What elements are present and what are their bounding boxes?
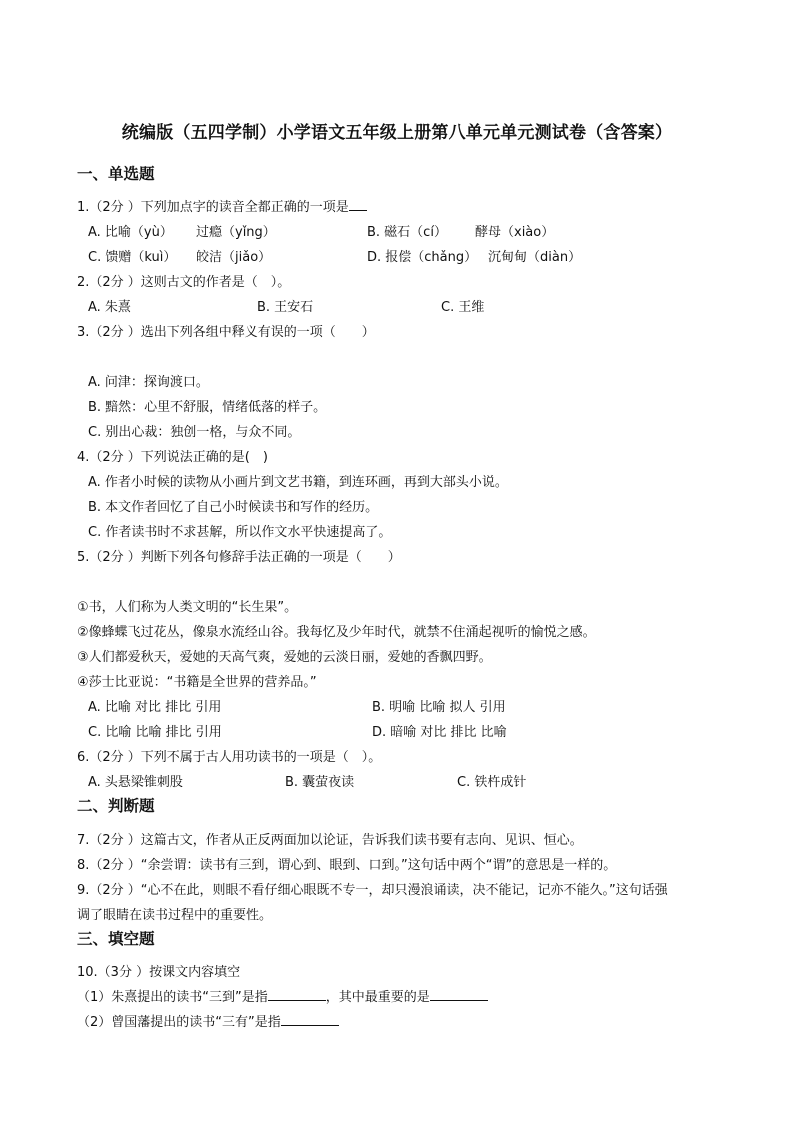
question-3-stem: 3.（2分 ）选出下列各组中释义有误的一项（ ） bbox=[77, 325, 375, 340]
q3-option-a[interactable]: A. 问津：探询渡口。 bbox=[88, 375, 209, 390]
q1-option-a-word2: 过瘾（yǐng） bbox=[196, 225, 276, 240]
q6-option-c[interactable]: C. 铁杵成针 bbox=[457, 775, 527, 790]
question-9-line-2: 调了眼睛在读书过程中的重要性。 bbox=[77, 908, 273, 923]
question-2-stem: 2.（2分 ）这则古文的作者是（ ）。 bbox=[77, 275, 291, 290]
question-9-line-1[interactable]: 9.（2分 ）“心不在此，则眼不看仔细心眼既不专一，却只漫浪诵读，决不能记，记亦不能久。”这句话强 bbox=[77, 883, 668, 898]
q6-option-b[interactable]: B. 囊萤夜读 bbox=[285, 775, 355, 790]
q10-part-1: （1）朱熹提出的读书“三到”是指 ，其中最重要的是 bbox=[77, 986, 488, 1005]
q1-option-a[interactable]: A. 比喻（yù） bbox=[88, 225, 173, 240]
q4-option-b[interactable]: B. 本文作者回忆了自己小时候读书和写作的经历。 bbox=[88, 500, 379, 515]
question-8[interactable]: 8.（2分 ）“余尝谓：读书有三到，谓心到、眼到、口到。”这句话中两个“谓”的意思是一样的。 bbox=[77, 858, 617, 873]
answer-blank[interactable] bbox=[349, 198, 367, 211]
answer-blank[interactable] bbox=[430, 988, 488, 1001]
q10-part-2: （2）曾国藩提出的读书“三有”是指 bbox=[77, 1011, 339, 1030]
q5-sentence-1: ①书，人们称为人类文明的“长生果”。 bbox=[77, 600, 298, 615]
q1-option-b[interactable]: B. 磁石（cí） bbox=[367, 225, 447, 240]
q1-option-c-word2: 皎洁（jiǎo） bbox=[196, 250, 272, 265]
q2-option-b[interactable]: B. 王安石 bbox=[257, 300, 314, 315]
question-4-stem: 4.（2分 ）下列说法正确的是( ) bbox=[77, 450, 268, 465]
q2-option-a[interactable]: A. 朱熹 bbox=[88, 300, 131, 315]
question-1-stem: 1.（2分 ）下列加点字的读音全都正确的一项是 bbox=[77, 196, 367, 215]
question-5-stem: 5.（2分 ）判断下列各句修辞手法正确的一项是（ ） bbox=[77, 550, 401, 565]
q1-option-d-word2: 沉甸甸（diàn） bbox=[488, 250, 582, 265]
question-10-stem: 10.（3分 ）按课文内容填空 bbox=[77, 965, 241, 980]
q5-option-d[interactable]: D. 暗喻 对比 排比 比喻 bbox=[372, 725, 507, 740]
q5-option-a[interactable]: A. 比喻 对比 排比 引用 bbox=[88, 700, 222, 715]
q1-option-d[interactable]: D. 报偿（chǎng） bbox=[367, 250, 478, 265]
q5-option-b[interactable]: B. 明喻 比喻 拟人 引用 bbox=[372, 700, 506, 715]
q5-sentence-3: ③人们都爱秋天，爱她的天高气爽，爱她的云淡日丽，爱她的香飘四野。 bbox=[77, 650, 492, 665]
q4-option-a[interactable]: A. 作者小时候的读物从小画片到文艺书籍，到连环画，再到大部头小说。 bbox=[88, 475, 508, 490]
answer-blank[interactable] bbox=[268, 988, 326, 1001]
q5-option-c[interactable]: C. 比喻 比喻 排比 引用 bbox=[88, 725, 222, 740]
q1-option-b-word2: 酵母（xiào） bbox=[475, 225, 555, 240]
q5-sentence-2: ②像蜂蝶飞过花丛，像泉水流经山谷。我每忆及少年时代，就禁不住涌起视听的愉悦之感。 bbox=[77, 625, 596, 640]
q2-option-c[interactable]: C. 王维 bbox=[441, 300, 485, 315]
q6-option-a[interactable]: A. 头悬梁锥刺股 bbox=[88, 775, 183, 790]
q3-option-c[interactable]: C. 别出心裁：独创一格，与众不同。 bbox=[88, 425, 301, 440]
answer-blank[interactable] bbox=[281, 1013, 339, 1026]
q1-option-c[interactable]: C. 馈赠（kuì） bbox=[88, 250, 177, 265]
question-7[interactable]: 7.（2分 ）这篇古文，作者从正反两面加以论证，告诉我们读书要有志向、见识、恒心。 bbox=[77, 833, 583, 848]
section-heading-single-choice: 一、单选题 bbox=[77, 165, 155, 183]
section-heading-true-false: 二、判断题 bbox=[77, 797, 155, 815]
q5-sentence-4: ④莎士比亚说：“书籍是全世界的营养品。” bbox=[77, 675, 317, 690]
q4-option-c[interactable]: C. 作者读书时不求甚解，所以作文水平快速提高了。 bbox=[88, 525, 392, 540]
section-heading-fill-blank: 三、填空题 bbox=[77, 930, 155, 948]
question-6-stem: 6.（2分 ）下列不属于古人用功读书的一项是（ ）。 bbox=[77, 750, 382, 765]
page-title: 统编版（五四学制）小学语文五年级上册第八单元单元测试卷（含答案） bbox=[121, 123, 673, 143]
q3-option-b[interactable]: B. 黯然：心里不舒服，情绪低落的样子。 bbox=[88, 400, 327, 415]
